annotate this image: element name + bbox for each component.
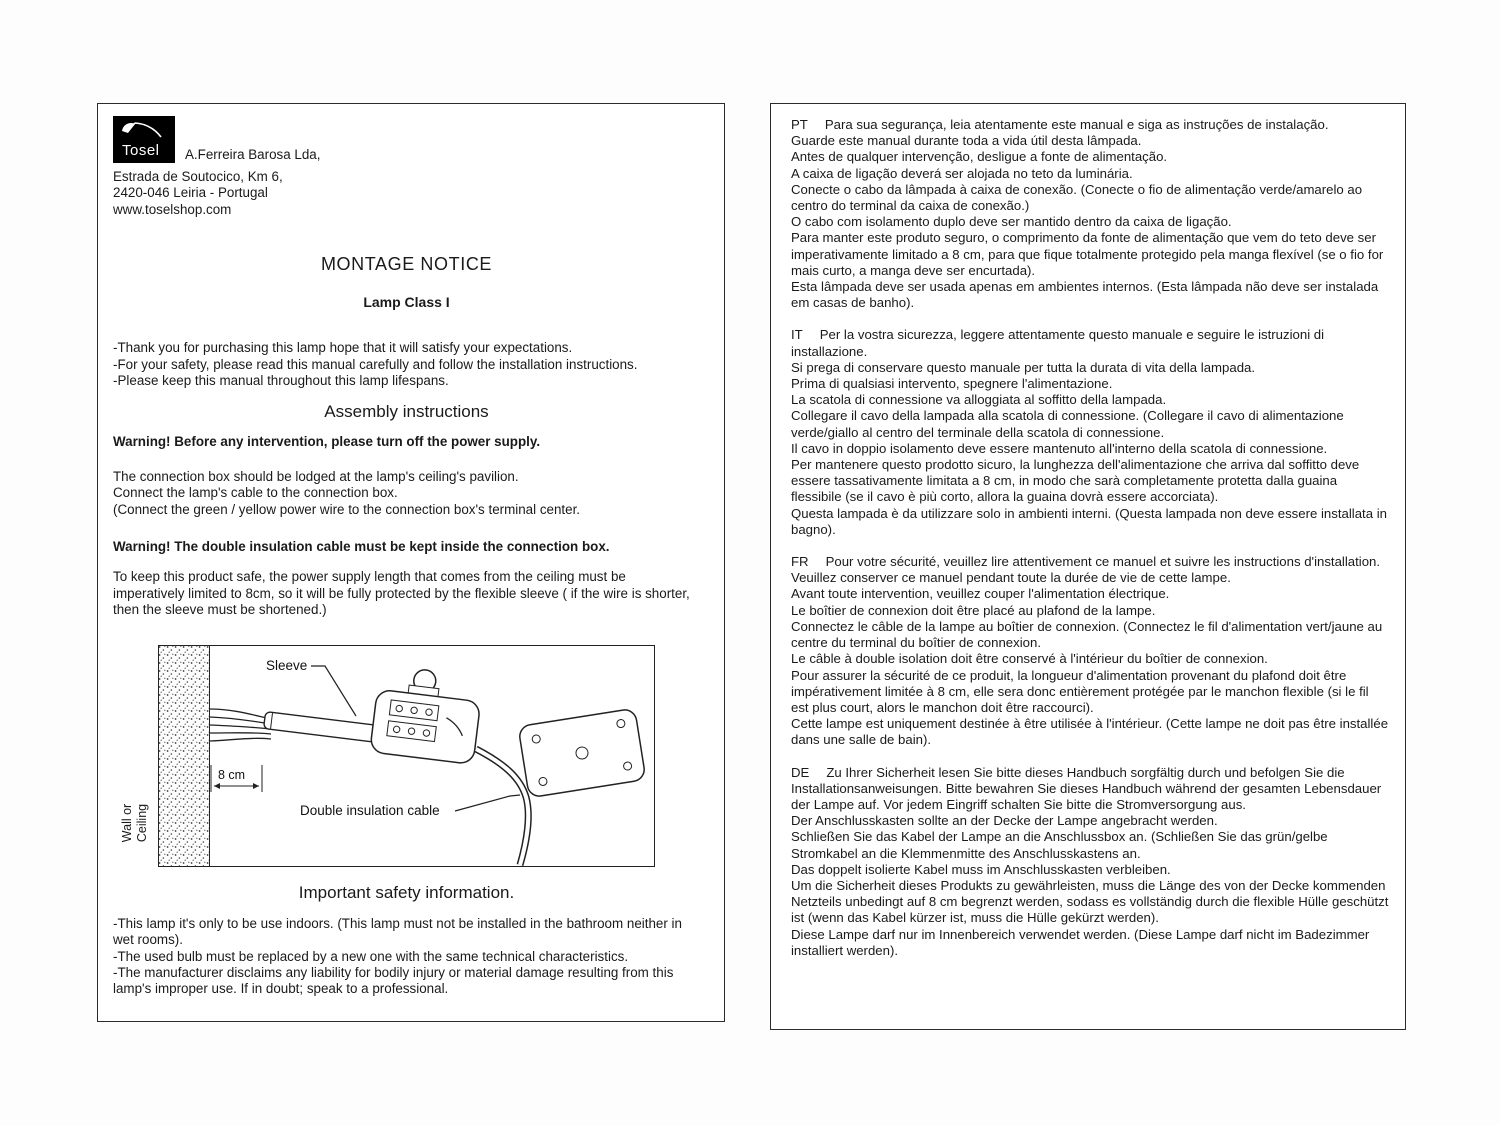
instruction-line: Para manter este produto seguro, o comprimento da fonte de alimentação que vem do teto deve ser imperativamente limitado a 8 cm, para que fique totalmente protegido pela manga flexível (se o fio for mais curto, a manga deve ser encurtada). (791, 230, 1384, 278)
intro-line: -For your safety, please read this manual carefully and follow the installation instructions. (113, 356, 638, 372)
company-address (113, 169, 700, 218)
instruction-line: Questa lampada è da utilizzare solo in ambienti interni. (Questa lampada non deve essere installata in bagno). (791, 505, 1387, 537)
connection-line: (Connect the green / yellow power wire to the connection box's terminal center. (113, 501, 581, 517)
power-warning: Warning! Before any intervention, please turn off the power supply. (113, 434, 541, 450)
assembly-heading: Assembly instructions (324, 402, 489, 422)
instruction-line: O cabo com isolamento duplo deve ser mantido dentro da caixa de ligação. (791, 214, 1232, 230)
intro-paragraph (113, 340, 700, 389)
instruction-line: Guarde este manual durante toda a vida útil desta lâmpada. (791, 133, 1142, 149)
instruction-line: Si prega di conservare questo manuale per tutta la durata di vita della lampada. (791, 359, 1256, 375)
page-title: MONTAGE NOTICE (320, 254, 493, 275)
lang-code-de: DE (791, 764, 810, 780)
connection-line: The connection box should be lodged at the lamp's ceiling's pavilion. (113, 468, 519, 484)
lang-section-pt (791, 117, 1389, 311)
sleeve-paragraph: To keep this product safe, the power supply length that comes from the ceiling must be imperatively limited to 8cm, so it will be fully protected by the flexible sleeve ( if the wire is shorter, then the sleeve must be shortened.) (113, 569, 690, 618)
safety-line: -The used bulb must be replaced by a new one with the same technical characteristics. (113, 948, 629, 964)
logo-text: Tosel (122, 142, 160, 159)
cable-label: Double insulation cable (300, 802, 440, 818)
lang-section-fr (791, 554, 1389, 748)
translations-panel (770, 103, 1406, 1030)
it-lines (791, 360, 1389, 538)
instruction-line: Das doppelt isolierte Kabel muss im Anschlusskasten verbleiben. (791, 861, 1171, 877)
intro-line: -Thank you for purchasing this lamp hope that it will satisfy your expectations. (113, 340, 573, 356)
instruction-line: La scatola di connessione va alloggiata al soffitto della lampada. (791, 392, 1167, 408)
lang-section-it (791, 327, 1389, 538)
instruction-line: Um die Sicherheit dieses Produkts zu gewährleisten, muss die Länge des von der Decke kommenden Netzteils unbedingt auf 8 cm begrenzt werden, sodass es vollständig durch die flexible Hülle geschützt ist (wenn das Kabel kürzer ist, muss die Hülle gekürzt werden). (791, 877, 1389, 926)
dim-label: 8 cm (218, 767, 246, 782)
logo-row (113, 116, 700, 163)
lang-code-pt: PT (791, 117, 808, 132)
instruction-line: Per la vostra sicurezza, leggere attentamente questo manuale e seguire le istruzioni di installazione. (791, 327, 1325, 359)
safety-paragraph (113, 916, 693, 998)
lang-section-de (791, 765, 1389, 959)
instruction-line: Le boîtier de connexion doit être placé au plafond de la lampe. (791, 602, 1156, 618)
intro-line: -Please keep this manual throughout this lamp lifespans. (113, 373, 449, 389)
sleeve-label: Sleeve (266, 657, 308, 673)
instruction-line: Diese Lampe darf nur im Innenbereich verwendet werden. (Diese Lampe darf nicht im Badezimmer installiert werden). (791, 926, 1370, 958)
company-name: A.Ferreira Barosa Lda, (185, 147, 321, 162)
safety-heading: Important safety information. (298, 882, 515, 902)
connection-paragraph (113, 469, 700, 518)
instruction-line: Prima di qualsiasi intervento, spegnere l'alimentazione. (791, 376, 1113, 392)
instruction-line: A caixa de ligação deverá ser alojada no teto da luminária. (791, 165, 1133, 181)
diagram-section (120, 645, 655, 867)
wall-or-ceiling-label: Wall or Ceiling (120, 803, 149, 842)
pt-lines (791, 133, 1389, 311)
safety-line: -The manufacturer disclaims any liability for bodily injury or material damage resulting from this lamp's improper use. If in doubt; speak to a professional. (113, 964, 674, 997)
lang-code-fr: FR (791, 554, 809, 570)
instruction-line: Collegare il cavo della lampada alla scatola di connessione. (Collegare il cavo di alimentazione verde/giallo al centro del terminale della scatola di connessione. (791, 408, 1344, 440)
fr-lines (791, 586, 1389, 748)
instruction-line: Schließen Sie das Kabel der Lampe an die Anschlussbox an. (Schließen Sie das grün/gelbe Stromkabel an die Klemmenmitte des Anschlusskastens an. (791, 829, 1328, 861)
lamp-class-subtitle: Lamp Class I (363, 294, 450, 311)
instruction-line: Antes de qualquer intervenção, desligue a fonte de alimentação. (791, 149, 1168, 165)
english-instructions-panel (97, 103, 725, 1022)
lang-code-it: IT (791, 327, 803, 343)
installation-diagram (158, 645, 655, 867)
instruction-line: Esta lâmpada deve ser usada apenas em ambientes internos. (Esta lâmpada não deve ser instalada em casas de banho). (791, 279, 1379, 311)
tosel-logo (113, 116, 175, 163)
address-line: www.toselshop.com (113, 201, 232, 217)
instruction-line: Zu Ihrer Sicherheit lesen Sie bitte dieses Handbuch sorgfältig durch und befolgen Sie die Installationsanweisungen. Bitte bewahren Sie dieses Handbuch während der gesamten Lebensdauer der Lampe auf. Vor jedem Eingriff schalten Sie bitte die Stromversorgung aus. (791, 764, 1382, 812)
instruction-line: Il cavo in doppio isolamento deve essere mantenuto all'interno della scatola di connessione. (791, 440, 1328, 456)
instruction-line: Le câble à double isolation doit être conservé à l'intérieur du boîtier de connexion. (791, 651, 1268, 667)
instruction-line: Connectez le câble de la lampe au boîtier de connexion. (Connectez le fil d'alimentation vert/jaune au centre du terminal du boîtier de connexion. (791, 618, 1383, 651)
de-lines (791, 813, 1389, 959)
address-line: Estrada de Soutocico, Km 6, (113, 169, 283, 184)
safety-line: -This lamp it's only to be use indoors. (This lamp must not be installed in the bathroom neither in wet rooms). (113, 915, 682, 948)
instruction-line: Avant toute intervention, veuillez couper l'alimentation électrique. (791, 586, 1170, 602)
instruction-line: Para sua segurança, leia atentamente este manual e siga as instruções de instalação. (824, 117, 1329, 132)
instruction-line: Cette lampe est uniquement destinée à être utilisée à l'intérieur. (Cette lampe ne doit pas être installée dans une salle de bain). (791, 716, 1389, 748)
instruction-line: Conecte o cabo da lâmpada à caixa de conexão. (Conecte o fio de alimentação verde/amarelo ao centro do terminal da caixa de conexão.) (791, 181, 1363, 214)
installation-diagram-graphic (158, 645, 655, 867)
address-line: 2420-046 Leiria - Portugal (113, 185, 268, 201)
instruction-line: Per mantenere questo prodotto sicuro, la lunghezza dell'alimentazione che arriva dal soffitto deve essere tassativamente limitata a 8 cm, in modo che sarà completamente protetta dalla guaina flessibile (se il cavo è più corto, allora la guaina dovrà essere accorciata). (791, 457, 1360, 505)
instruction-line: Pour votre sécurité, veuillez lire attentivement ce manuel et suivre les instructions d'installation. Veuillez conserver ce manuel pendant toute la durée de vie de cette lampe. (791, 554, 1381, 586)
connection-line: Connect the lamp's cable to the connection box. (113, 485, 398, 501)
instruction-line: Der Anschlusskasten sollte an der Decke der Lampe angebracht werden. (791, 813, 1218, 829)
instruction-line: Pour assurer la sécurité de ce produit, la longueur d'alimentation provenant du plafond doit être impérativement limitée à 8 cm, elle sera donc entièrement protégée par le manchon flexible (si le fil est plus court, alors le manchon doit être raccourci). (791, 667, 1369, 715)
lamp-icon (118, 119, 168, 141)
insulation-warning: Warning! The double insulation cable must be kept inside the connection box. (113, 539, 610, 555)
